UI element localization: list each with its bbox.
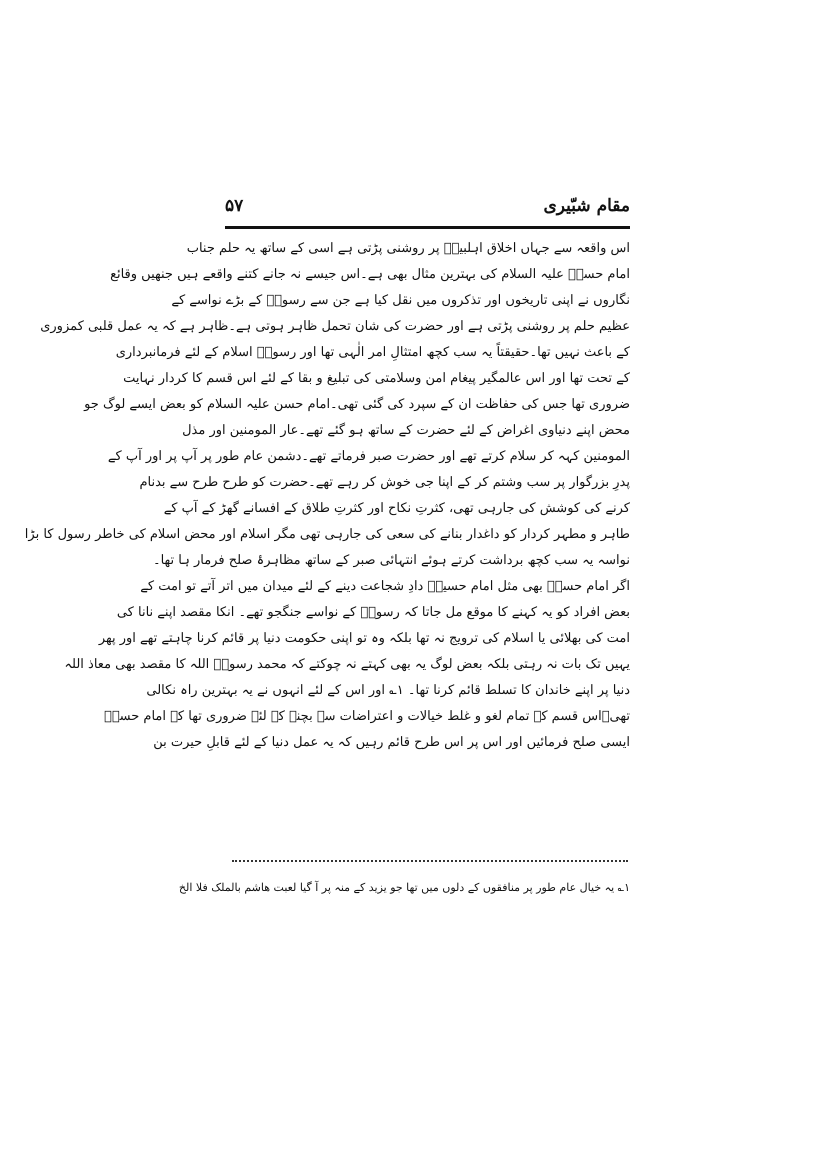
text-line: محض اپنے دنیاوی اغراض کے لئے حضرت کے ساتھ ہو گئے تھے۔عار المومنین اور مذل [182, 423, 630, 438]
text-line: ضروری تھا جس کی حفاظت ان کے سپرد کی گئی تھی۔امام حسن علیہ السلام کو بعض ایسے لوگ جو [84, 397, 630, 412]
text-line: کے تحت تھا اور اس عالمگیر پیغام امن وسلامتی کی تبلیغ و بقا کے لئے اس قسم کا کردار نہایت [123, 371, 630, 386]
body-text [24, 236, 630, 756]
text-line: پدرِ بزرگوار پر سب وشتم کر کے اپنا جی خوش کر رہے تھے۔حضرت کو طرح طرح سے بدنام [139, 475, 630, 490]
text-line: طاہر و مطہر کردار کو داغدار بنانے کی سعی کی جارہی تھی مگر اسلام اور محض اسلام کی خاطر رسول کا بڑا [24, 527, 630, 542]
text-line: اس واقعہ سے جہاں اخلاق اہلبیتؑ پر روشنی پڑتی ہے اسی کے ساتھ یہ حلم جناب [186, 241, 630, 256]
text-line: یہیں تک بات نہ رہتی بلکہ بعض لوگ یہ بھی کہتے نہ چوکتے کہ محمد رسولؐ اللہ کا مقصد بھی معاذ اللہ [64, 657, 630, 672]
text-line: اگر امام حسنؑ بھی مثل امام حسینؑ دادِ شجاعت دینے کے لئے میدان میں اتر آتے تو امت کے [140, 579, 630, 594]
footnote-separator [232, 860, 628, 862]
footnote: ۱؎ یہ خیال عام طور پر منافقوں کے دلوں میں تھا جو یزید کے منہ پر آ گیا لعبت ھاشم بالملک فلا الخ [178, 881, 630, 894]
text-line: دنیا پر اپنے خاندان کا تسلط قائم کرنا تھا۔ ۱؎ اور اس کے لئے انہوں نے یہ بہترین راہ نکالی [146, 683, 630, 698]
page-number: ۵۷ [225, 196, 244, 216]
text-line: عظیم حلم پر روشنی پڑتی ہے اور حضرت کی شان تحمل ظاہر ہوتی ہے۔ظاہر ہے کہ یہ عمل قلبی کمزوری [40, 319, 630, 334]
text-line: ایسی صلح فرمائیں اور اس پر اس طرح قائم رہیں کہ یہ عمل دنیا کے لئے قابلِ حیرت بن [153, 735, 630, 750]
text-line: امام حسنؑ علیہ السلام کی بہترین مثال بھی ہے۔اس جیسے نہ جانے کتنے واقعے ہیں جنھیں وقائع [110, 267, 630, 282]
page-title: مقام شبّیری [543, 196, 630, 216]
text-line: کے باعث نہیں تھا۔حقیقتاً یہ سب کچھ امتثالِ امر الٰہی تھا اور رسولؐ اسلام کے لئے فرمانبرداری [115, 345, 630, 360]
text-line: امت کی بھلائی یا اسلام کی ترویج نہ تھا بلکہ وہ تو اپنی حکومت دنیا پر قائم کرنا چاہتے تھے اور پھر [98, 631, 630, 646]
page-header [225, 196, 630, 224]
text-line: کرنے کی کوشش کی جارہی تھی، کثرتِ نکاح اور کثرتِ طلاق کے افسانے گھڑ کے آپ کے [163, 501, 630, 516]
text-line: المومنین کہہ کر سلام کرتے تھے اور حضرت صبر فرماتے تھے۔دشمن عام طور پر آپ پر اور آپ کے [107, 449, 630, 464]
text-line: نواسہ یہ سب کچھ برداشت کرتے ہوئے انتہائی صبر کے ساتھ مظاہرۂ صلح فرمار ہا تھا۔ [152, 553, 630, 568]
text-line: تھی۔اس قسم کے تمام لغو و غلط خیالات و اعتراضات سے بچنے کے لئے ضروری تھا کہ امام حسنؑ [104, 709, 630, 724]
text-line: بعض افراد کو یہ کہنے کا موقع مل جاتا کہ رسولؐ کے نواسے جنگجو تھے۔ انکا مقصد اپنے نانا کی [116, 605, 630, 620]
header-rule [225, 226, 630, 229]
text-line: نگاروں نے اپنی تاریخوں اور تذکروں میں نقل کیا ہے جن سے رسولؐ کے بڑے نواسے کے [171, 293, 630, 308]
